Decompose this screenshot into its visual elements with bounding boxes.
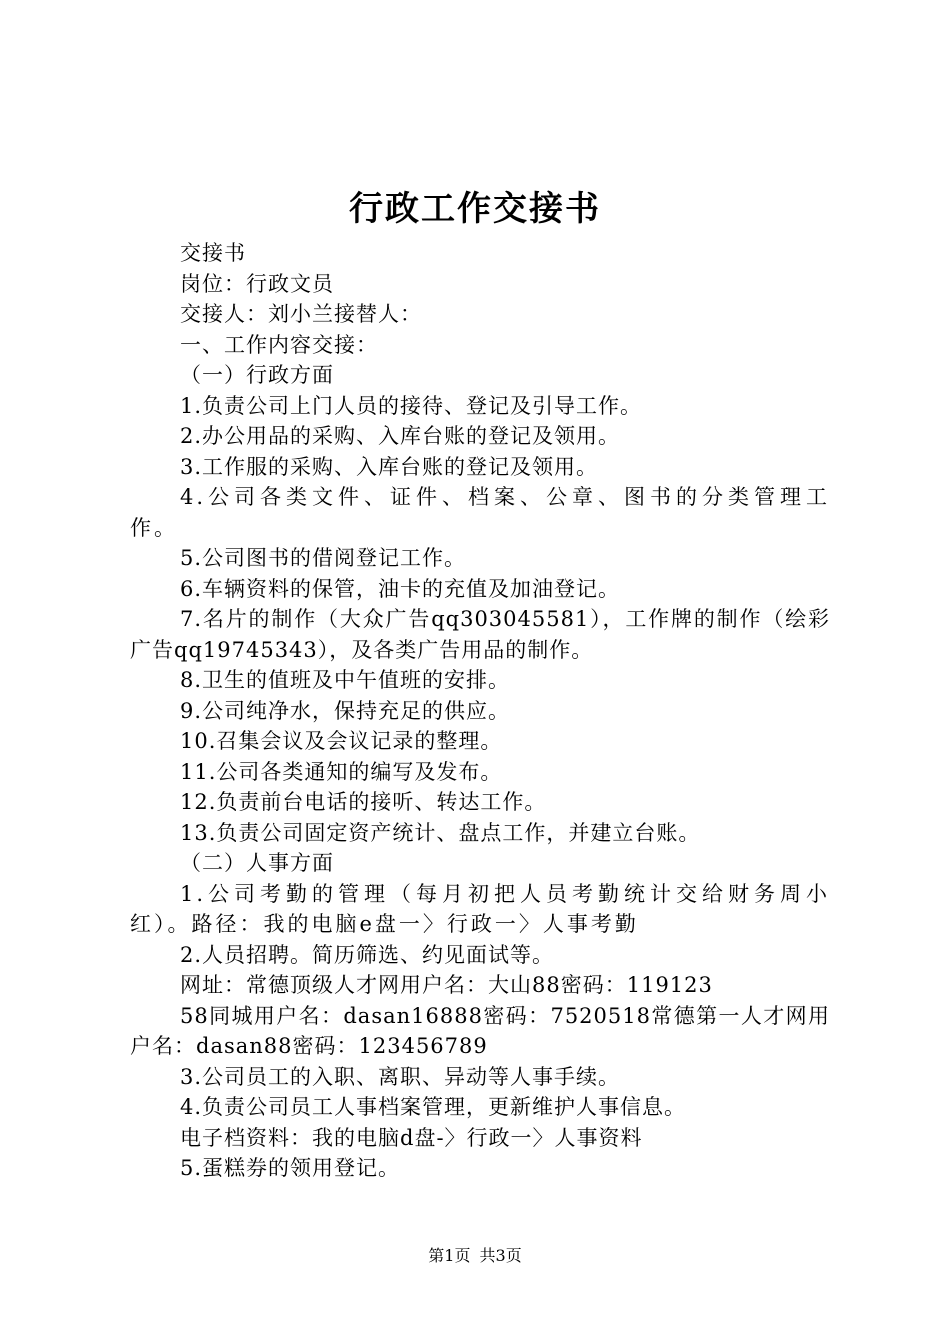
list-item: 5.蛋糕券的领用登记。 <box>180 1156 401 1180</box>
paragraph: 58同城用户名：dasan16888密码：7520518常德第一人才网用户名：dasan88密码：123456789 <box>130 1003 830 1058</box>
subsection-heading: （一）行政方面 <box>180 363 334 387</box>
list-item: 3.工作服的采购、入库台账的登记及领用。 <box>180 454 599 479</box>
paragraph: 电子档资料：我的电脑d盘-〉行政一〉人事资料 <box>180 1125 643 1150</box>
list-item: 8.卫生的值班及中午值班的安排。 <box>180 668 511 692</box>
subsection-heading: （二）人事方面 <box>180 851 334 875</box>
list-item: 5.公司图书的借阅登记工作。 <box>180 546 467 570</box>
document-title: 行政工作交接书 <box>349 189 601 229</box>
section-heading: 一、工作内容交接： <box>180 332 378 357</box>
paragraph: 交接书 <box>180 241 246 265</box>
list-item: 2.办公用品的采购、入库台账的登记及领用。 <box>180 424 621 448</box>
list-item: 11.公司各类通知的编写及发布。 <box>180 759 503 784</box>
document-body <box>130 238 830 1184</box>
paragraph: 岗位：行政文员 <box>180 271 334 296</box>
page-total: 共3页 <box>479 1246 522 1265</box>
list-item: 1.公司考勤的管理（每月初把人员考勤统计交给财务周小红）。路径：我的电脑e盘一〉行政一〉人事考勤 <box>130 881 830 936</box>
list-item: 2.人员招聘。简历筛选、约见面试等。 <box>180 942 555 967</box>
list-item: 12.负责前台电话的接听、转达工作。 <box>180 790 547 814</box>
list-item: 13.负责公司固定资产统计、盘点工作，并建立台账。 <box>180 820 701 845</box>
list-item: 10.召集会议及会议记录的整理。 <box>180 729 503 753</box>
list-item: 1.负责公司上门人员的接待、登记及引导工作。 <box>180 393 643 418</box>
list-item: 6.车辆资料的保管，油卡的充值及加油登记。 <box>180 576 621 601</box>
list-item: 4.负责公司员工人事档案管理，更新维护人事信息。 <box>180 1095 687 1119</box>
paragraph: 网址：常德顶级人才网用户名：大山88密码：119123 <box>180 973 713 997</box>
list-item: 3.公司员工的入职、离职、异动等人事手续。 <box>180 1064 621 1089</box>
list-item: 4.公司各类文件、证件、档案、公章、图书的分类管理工作。 <box>130 485 830 540</box>
list-item: 7.名片的制作（大众广告qq303045581），工作牌的制作（绘彩广告qq19745343），及各类广告用品的制作。 <box>130 607 830 662</box>
paragraph: 交接人：刘小兰接替人： <box>180 302 422 326</box>
page-number: 第1页 <box>428 1246 471 1265</box>
list-item: 9.公司纯净水，保持充足的供应。 <box>180 698 511 723</box>
page-footer <box>0 1244 950 1268</box>
